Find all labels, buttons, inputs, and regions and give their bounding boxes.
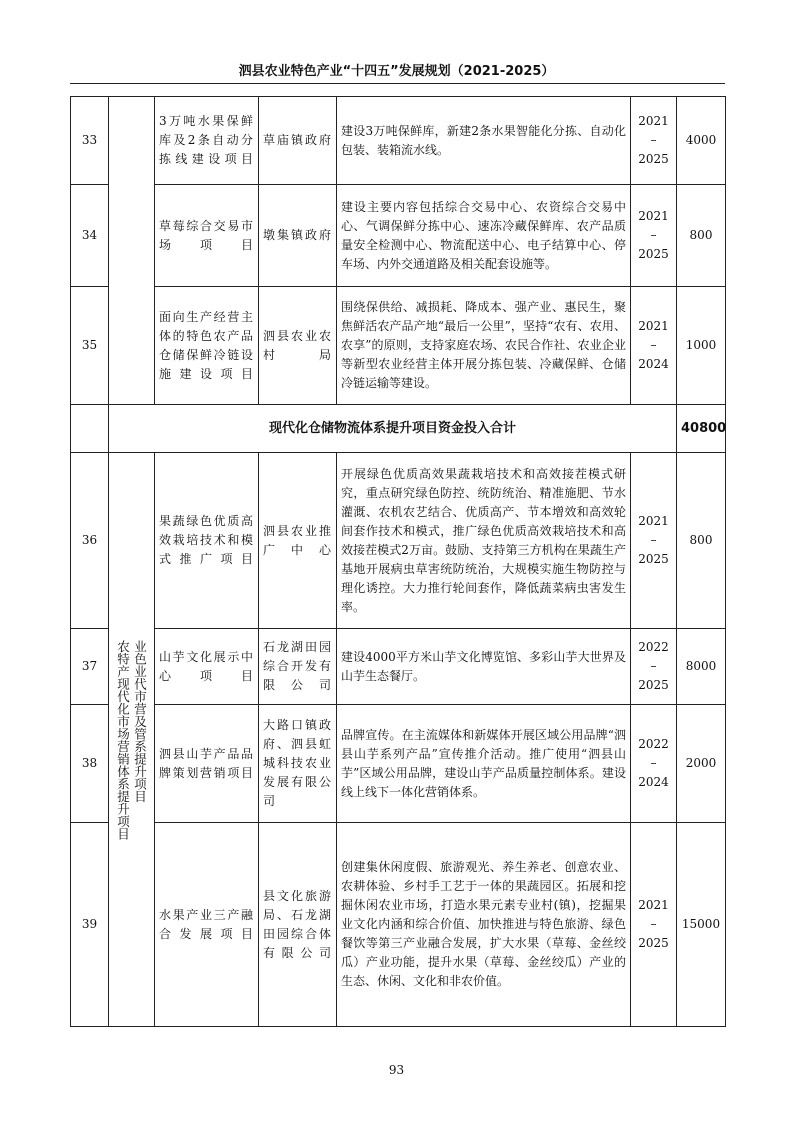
project-name: 果蔬绿色优质高效栽培技术和模式推广项目	[155, 453, 259, 629]
project-period	[631, 453, 677, 629]
period-end: 2025	[638, 552, 669, 566]
table-row	[71, 185, 726, 287]
subtotal-row	[71, 405, 726, 453]
project-table	[70, 96, 726, 1027]
project-number: 39	[71, 823, 109, 1027]
page-header-title: 泗县农业特色产业“十四五”发展规划（2021-2025）	[238, 64, 555, 79]
responsible-unit: 大路口镇政府、泗县虹城科技农业发展有限公司	[259, 705, 337, 823]
period-stack	[635, 512, 672, 569]
responsible-unit: 石龙湖田园综合开发有限公司	[259, 629, 337, 705]
period-dash: –	[650, 756, 657, 770]
period-dash: –	[650, 533, 657, 547]
project-period	[631, 705, 677, 823]
project-number: 34	[71, 185, 109, 287]
category-label-column: 农特产现代化市场营销体系提升项目	[115, 639, 131, 840]
period-end: 2025	[638, 152, 669, 166]
investment-amount: 8000	[677, 629, 726, 705]
period-stack	[635, 112, 672, 169]
period-end: 2025	[638, 936, 669, 950]
project-name: 泗县山芋产品品牌策划营销项目	[155, 705, 259, 823]
project-content: 创建集休闲度假、旅游观光、养生养老、创意农业、农耕体验、乡村手工艺于一体的果蔬园区。拓展和挖掘休闲农业市场，打造水果元素专业村(镇)，挖掘果业文化内涵和综合价值、加快推进与特色旅游、绿色餐饮等第三产业融合发展，扩大水果（草莓、金丝绞瓜）产业功能，提升水果（草莓、金丝绞瓜）产业的生态、休闲、文化和非农价值。	[337, 823, 631, 1027]
period-dash: –	[650, 659, 657, 673]
period-start: 2021	[638, 319, 669, 333]
period-stack	[635, 207, 672, 264]
period-stack	[635, 638, 672, 695]
period-end: 2024	[638, 357, 669, 371]
project-period	[631, 185, 677, 287]
responsible-unit: 墩集镇政府	[259, 185, 337, 287]
subtotal-label: 现代化仓储物流体系提升项目资金投入合计	[109, 405, 677, 453]
project-name: 水果产业三产融合发展项目	[155, 823, 259, 1027]
period-start: 2021	[638, 514, 669, 528]
subtotal-empty-cell	[71, 405, 109, 453]
period-stack	[635, 896, 672, 953]
table-row	[71, 97, 726, 185]
period-start: 2021	[638, 209, 669, 223]
table-row	[71, 629, 726, 705]
investment-amount: 800	[677, 453, 726, 629]
project-number: 33	[71, 97, 109, 185]
project-period	[631, 97, 677, 185]
responsible-unit: 草庙镇政府	[259, 97, 337, 185]
period-end: 2025	[638, 678, 669, 692]
investment-amount: 800	[677, 185, 726, 287]
responsible-unit: 县文化旅游局、石龙湖田园综合体有限公司	[259, 823, 337, 1027]
category-cell-b	[109, 453, 155, 1027]
investment-amount: 1000	[677, 287, 726, 405]
page-number: 93	[388, 1063, 405, 1077]
project-content: 建设主要内容包括综合交易中心、农资综合交易中心、气调保鲜分拣中心、速冻冷藏保鲜库、农产品质量安全检测中心、物流配送中心、电子结算中心、停车场、内外交通道路及相关配套设施等。	[337, 185, 631, 287]
project-period	[631, 287, 677, 405]
period-end: 2025	[638, 247, 669, 261]
subtotal-amount: 40800	[677, 405, 726, 453]
project-content: 建设3万吨保鲜库，新建2条水果智能化分拣、自动化包装、装箱流水线。	[337, 97, 631, 185]
investment-amount: 4000	[677, 97, 726, 185]
project-number: 35	[71, 287, 109, 405]
category-cell-a	[109, 97, 155, 405]
header-rule	[70, 83, 725, 84]
period-dash: –	[650, 917, 657, 931]
table-row	[71, 823, 726, 1027]
table-row	[71, 705, 726, 823]
period-start: 2021	[638, 114, 669, 128]
project-content: 建设4000平方米山芋文化博览馆、多彩山芋大世界及山芋生态餐厅。	[337, 629, 631, 705]
project-content: 围绕保供给、减损耗、降成本、强产业、惠民生，聚焦鲜活农产品产地“最后一公里”，坚持“农有、农用、农享”的原则，支持家庭农场、农民合作社、农业企业等新型农业经营主体开展分拣包装、冷藏保鲜、仓储冷链运输等建设。	[337, 287, 631, 405]
project-name: 草莓综合交易市场项目	[155, 185, 259, 287]
table-row	[71, 453, 726, 629]
project-content: 开展绿色优质高效果蔬栽培技术和高效接茬模式研究，重点研究绿色防控、统防统治、精准施肥、节水灌溉、农机农艺结合、优质高产、节本增效和高效轮间套作技术和模式，推广绿色优质高效栽培技术和高效接茬模式2万亩。鼓励、支持第三方机构在果蔬生产基地开展病虫草害统防统治，大规模实施生物防控与理化诱控。大力推行轮间套作，降低蔬菜病虫害发生率。	[337, 453, 631, 629]
table-row	[71, 287, 726, 405]
project-number: 37	[71, 629, 109, 705]
project-name: 山芋文化展示中心项目	[155, 629, 259, 705]
project-name: 面向生产经营主体的特色农产品仓储保鲜冷链设施建设项目	[155, 287, 259, 405]
investment-amount: 15000	[677, 823, 726, 1027]
category-label-column: 业色业代市营及管系提升项目	[132, 639, 148, 802]
category-label	[110, 640, 153, 840]
project-number: 38	[71, 705, 109, 823]
responsible-unit: 泗县农业农村局	[259, 287, 337, 405]
project-name: 3万吨水果保鲜库及2条自动分拣线建设项目	[155, 97, 259, 185]
responsible-unit: 泗县农业推广中心	[259, 453, 337, 629]
period-dash: –	[650, 133, 657, 147]
period-end: 2024	[638, 775, 669, 789]
project-content: 品牌宣传。在主流媒体和新媒体开展区域公用品牌“泗县山芋系列产品”宣传推介活动。推广使用“泗县山芋”区域公用品牌，建设山芋产品质量控制体系。建设线上线下一体化营销体系。	[337, 705, 631, 823]
period-start: 2021	[638, 898, 669, 912]
period-stack	[635, 735, 672, 792]
project-period	[631, 629, 677, 705]
period-stack	[635, 317, 672, 374]
project-number: 36	[71, 453, 109, 629]
investment-amount: 2000	[677, 705, 726, 823]
project-period	[631, 823, 677, 1027]
period-start: 2022	[638, 737, 669, 751]
period-start: 2022	[638, 640, 669, 654]
period-dash: –	[650, 338, 657, 352]
period-dash: –	[650, 228, 657, 242]
